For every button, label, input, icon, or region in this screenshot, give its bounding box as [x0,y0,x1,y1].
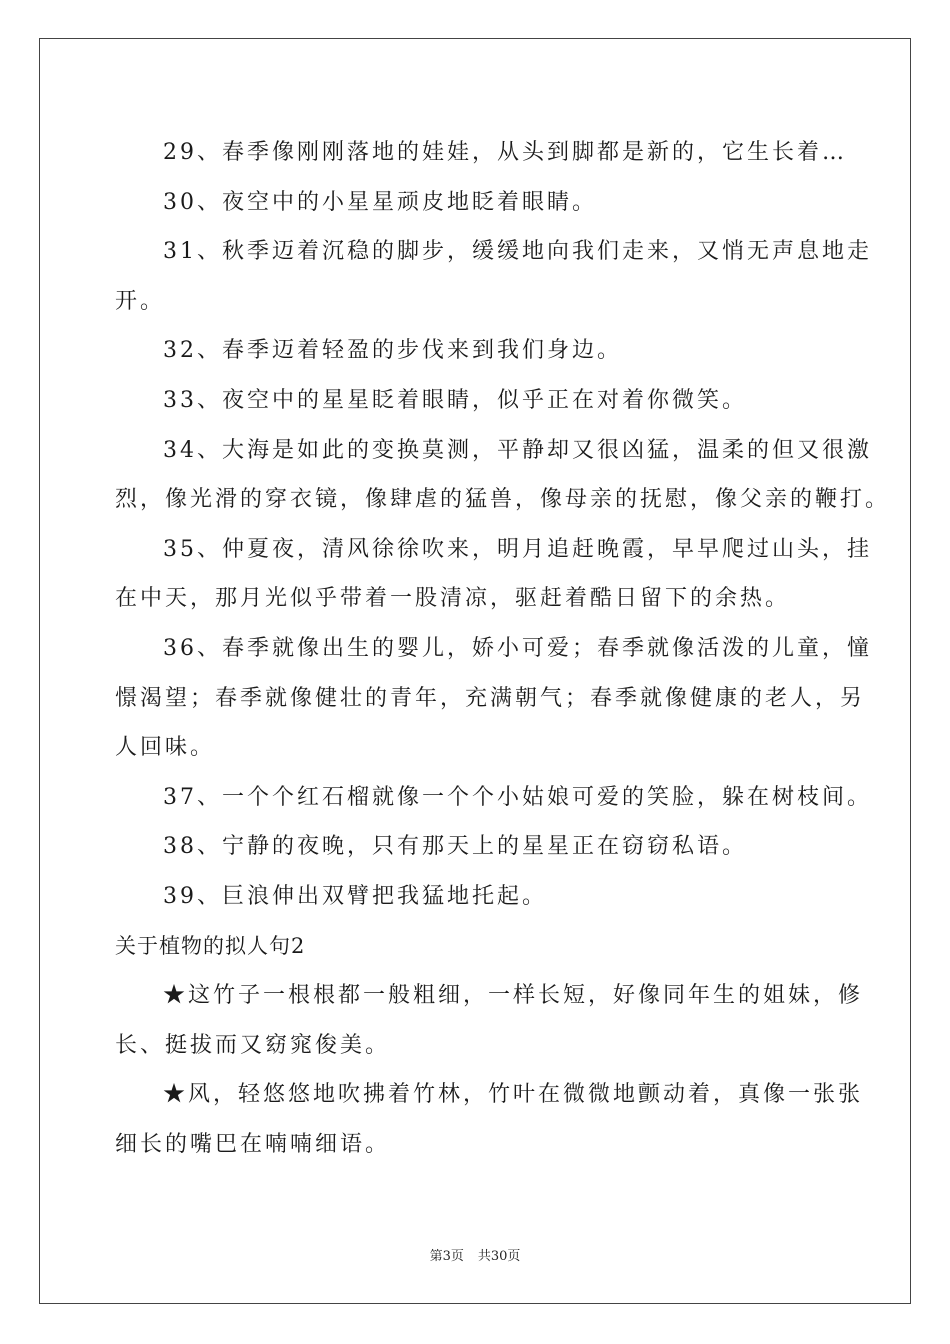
text-line: 38、宁静的夜晚，只有那天上的星星正在窃窃私语。 [163,834,747,860]
text-line: 人回味。 [115,735,216,761]
page-number: 第3页 [429,1249,464,1264]
text-line: 憬渴望；春季就像健壮的青年，充满朝气；春季就像健康的老人，另 [115,685,866,711]
text-line: 33、夜空中的星星眨着眼睛，似乎正在对着你微笑。 [163,387,747,413]
text-line: ★风，轻悠悠地吹拂着竹林，竹叶在微微地颤动着，真像一张张 [163,1082,864,1108]
text-line: 37、一个个红石榴就像一个个小姑娘可爱的笑脸，躲在树枝间。 [163,784,872,810]
text-line: 35、仲夏夜，清风徐徐吹来，明月追赶晚霞，早早爬过山头，挂 [163,536,872,562]
text-line: 34、大海是如此的变换莫测，平静却又很凶猛，温柔的但又很激 [163,437,872,463]
section-heading: 关于植物的拟人句2 [115,933,306,958]
text-line: ★这竹子一根根都一般粗细，一样长短，好像同年生的姐妹，修 [163,983,864,1009]
text-line: 30、夜空中的小星星顽皮地眨着眼睛。 [163,189,597,215]
text-line: 开。 [115,288,166,314]
text-line: 长、挺拔而又窈窕俊美。 [115,1032,391,1058]
text-line: 在中天，那月光似乎带着一股清凉，驱赶着酷日留下的余热。 [115,586,791,612]
document-body [115,128,891,1169]
text-line: 36、春季就像出生的婴儿，娇小可爱；春季就像活泼的儿童，憧 [163,635,872,661]
page-total: 共30页 [477,1249,521,1264]
text-line: 39、巨浪伸出双臂把我猛地托起。 [163,883,547,909]
text-line: 32、春季迈着轻盈的步伐来到我们身边。 [163,338,622,364]
text-line: 烈，像光滑的穿衣镜，像肆虐的猛兽，像母亲的抚慰，像父亲的鞭打。 [115,487,891,513]
text-line: 29、春季像刚刚落地的娃娃，从头到脚都是新的，它生长着… [163,140,847,165]
page-footer [0,1245,950,1264]
text-line: 细长的嘴巴在喃喃细语。 [115,1131,391,1157]
text-line: 31、秋季迈着沉稳的脚步，缓缓地向我们走来，又悄无声息地走 [163,239,872,265]
